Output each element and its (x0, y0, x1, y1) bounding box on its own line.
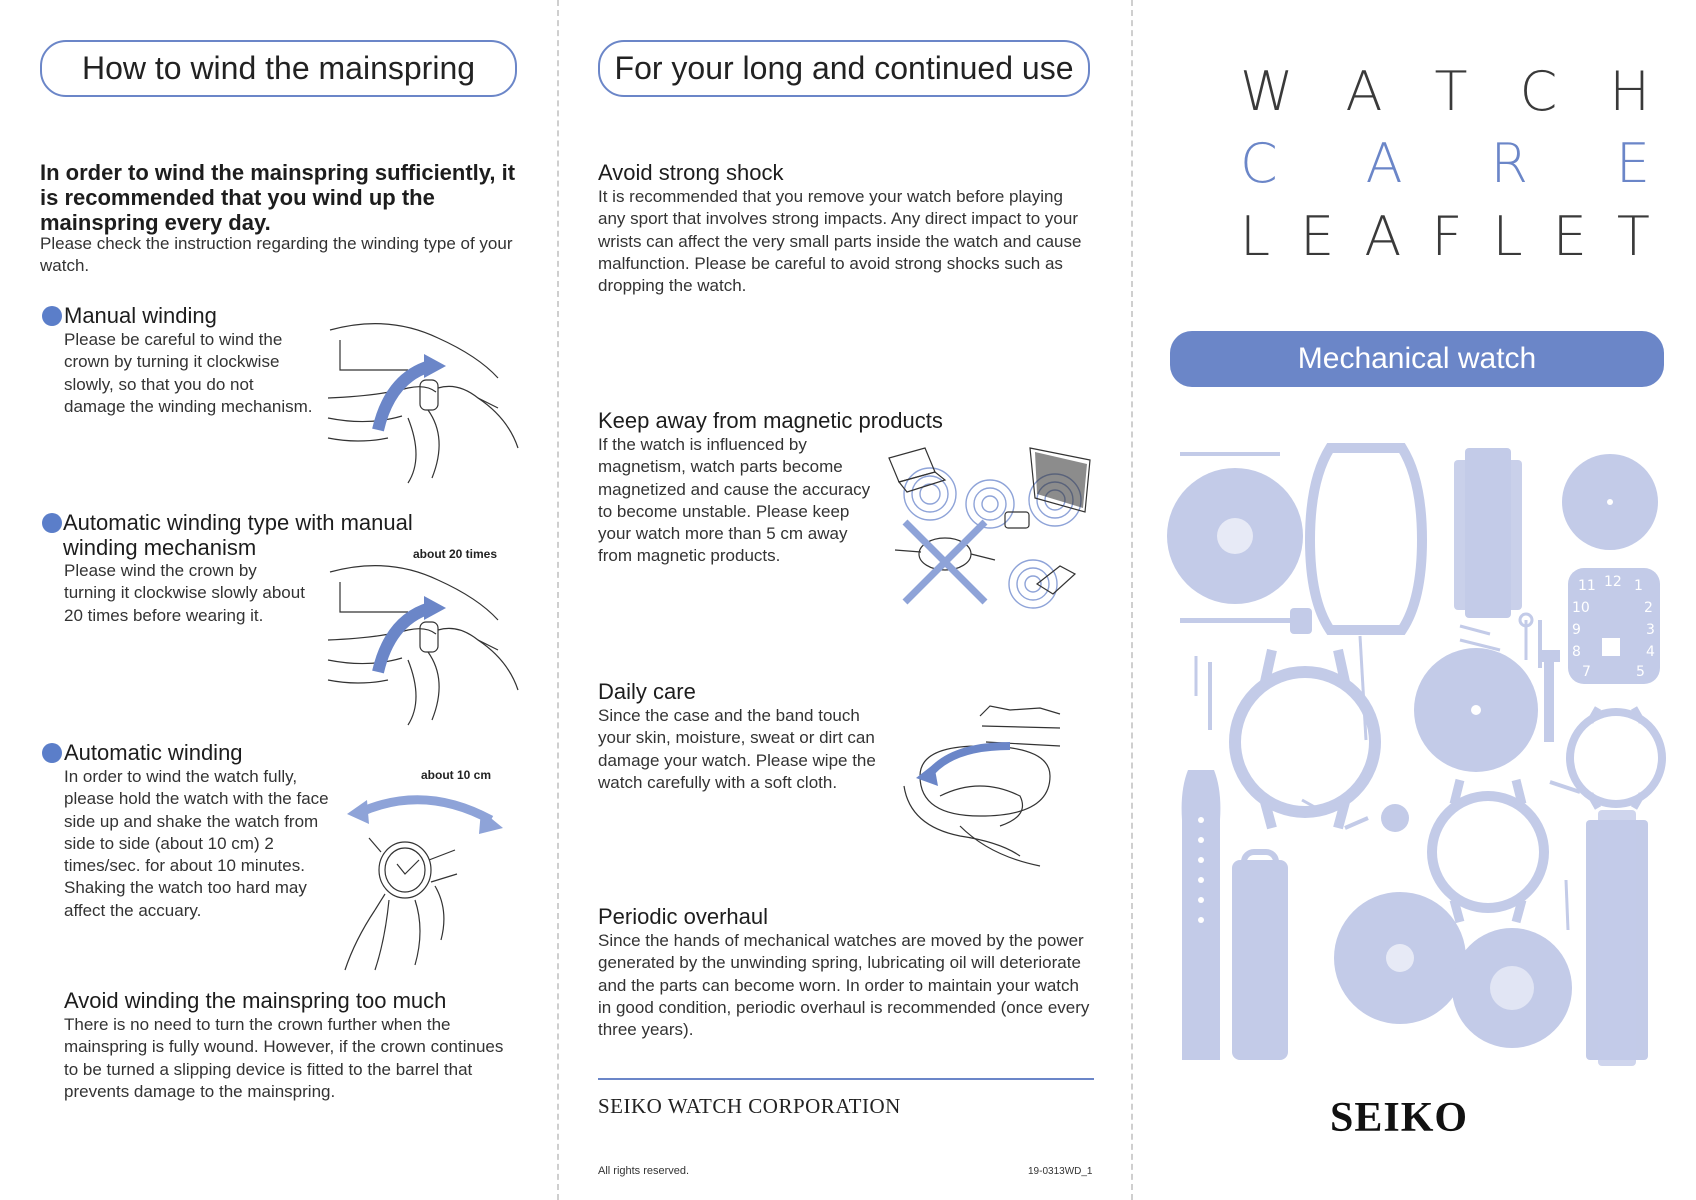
dial-numeral: 4 (1646, 644, 1655, 660)
dial-numeral: 10 (1572, 600, 1590, 616)
magnetic-devices-illustration (885, 442, 1095, 612)
intro-bold: In order to wind the mainspring sufficiently, it is recommended that you wind up the mainspring every day. (40, 160, 516, 235)
title-letter: C (1240, 132, 1278, 195)
title-letter: T (1434, 60, 1468, 123)
title-letter: H (1609, 60, 1650, 123)
auto-manual-text: Please wind the crown by turning it clockwise slowly about 20 times before wearing it. (64, 561, 305, 625)
title-letter: L (1240, 205, 1271, 268)
title-letter: L (1492, 205, 1523, 268)
dial-numeral: 8 (1572, 644, 1581, 660)
fold-line-left (557, 0, 559, 1200)
left-header (40, 40, 517, 97)
automatic-text: In order to wind the watch fully, please hold the watch with the face side up and shake the watch from side to side (about 10 cm) 2 times/sec. for about 10 minutes. Shaking the watch too hard may affect the accuary. (64, 767, 329, 920)
seiko-logo: SEIKO (1330, 1095, 1469, 1141)
dial-numeral: 1 (1634, 578, 1643, 594)
dial-numeral: 7 (1582, 664, 1591, 680)
title-letter: A (1364, 205, 1402, 268)
middle-header-text: For your long and continued use (614, 50, 1074, 86)
banner-text: Mechanical watch (1297, 342, 1537, 375)
bullet-icon (42, 306, 62, 326)
dial-numeral: 11 (1578, 578, 1596, 594)
fold-line-right (1131, 0, 1133, 1200)
avoid-text: There is no need to turn the crown further when the mainspring is fully wound. However, if the crown continues to be turned a slipping device is fitted to the barrel that prevents damage to the mainspring. (64, 1015, 504, 1101)
hand-shaking-watch-illustration (345, 790, 505, 970)
document-code: 19-0313WD_1 (1028, 1166, 1093, 1177)
intro-text: Please check the instruction regarding the winding type of your watch. (40, 234, 513, 276)
overhaul-text: Since the hands of mechanical watches are moved by the power generated by the unwinding spring, lubricating oil will deteriorate and the parts can become worn. In order to maintain your watch in good condition, periodic overhaul is recommended (once every three years). (598, 931, 1090, 1040)
wiping-watch-illustration (900, 706, 1080, 866)
mechanical-watch-banner (1170, 331, 1664, 387)
rights-text: All rights reserved. (598, 1165, 690, 1177)
title-letter: R (1490, 132, 1528, 195)
title-line-watch (1240, 60, 1650, 123)
dial-numeral: 5 (1636, 664, 1645, 680)
shock-text: It is recommended that you remove your watch before playing any sport that involves strong impacts. Any direct impact to your wrists can affect the very small parts inside the watch and cause malfunction. Please be careful to avoid strong shocks such as dropping the watch. (598, 187, 1082, 296)
hand-winding-crown-illustration (328, 318, 518, 483)
title-letter: A (1365, 132, 1403, 195)
dial-numeral: 9 (1572, 622, 1581, 638)
title-line-leaflet (1240, 205, 1650, 268)
bullet-icon (42, 513, 62, 533)
daily-title: Daily care (598, 679, 696, 704)
title-letter: T (1616, 205, 1650, 268)
title-letter: E (1300, 205, 1335, 268)
title-letter: F (1431, 205, 1463, 268)
automatic-title: Automatic winding (64, 740, 243, 765)
dial-numeral: 2 (1644, 600, 1653, 616)
dial-numeral: 12 (1604, 574, 1622, 590)
dial-numeral: 3 (1646, 622, 1655, 638)
daily-text: Since the case and the band touch your skin, moisture, sweat or dirt can damage your watch. Please wipe the watch carefully with a soft cloth. (598, 706, 876, 792)
manual-text: Please be careful to wind the crown by turning it clockwise slowly, so that you do not damage the winding mechanism. (64, 330, 313, 416)
title-letter: E (1615, 132, 1650, 195)
about-10cm-label: about 10 cm (421, 768, 492, 782)
auto-manual-title: Automatic winding type with manual winding mechanism (63, 510, 413, 560)
title-letter: W (1240, 60, 1294, 123)
manual-title: Manual winding (64, 303, 217, 328)
bullet-icon (42, 743, 62, 763)
magnetic-text: If the watch is influenced by magnetism, watch parts become magnetized and cause the accuracy to become unstable. Please keep your watch more than 5 cm away from magnetic products. (598, 435, 871, 566)
magnetic-title: Keep away from magnetic products (598, 408, 943, 433)
shock-title: Avoid strong shock (598, 160, 784, 185)
overhaul-title: Periodic overhaul (598, 904, 768, 929)
title-letter: A (1345, 60, 1383, 123)
avoid-title: Avoid winding the mainspring too much (64, 988, 447, 1013)
company-name: SEIKO WATCH CORPORATION (598, 1094, 901, 1118)
hand-winding-crown-illustration-2 (328, 560, 518, 725)
title-letter: E (1552, 205, 1587, 268)
about-20-label: about 20 times (413, 547, 498, 561)
footer-rule (598, 1078, 1094, 1080)
title-letter: C (1519, 60, 1558, 123)
title-line-care (1240, 132, 1650, 195)
middle-header (598, 40, 1090, 97)
watch-parts-illustration (1170, 440, 1666, 1070)
left-header-text: How to wind the mainspring (81, 50, 476, 86)
